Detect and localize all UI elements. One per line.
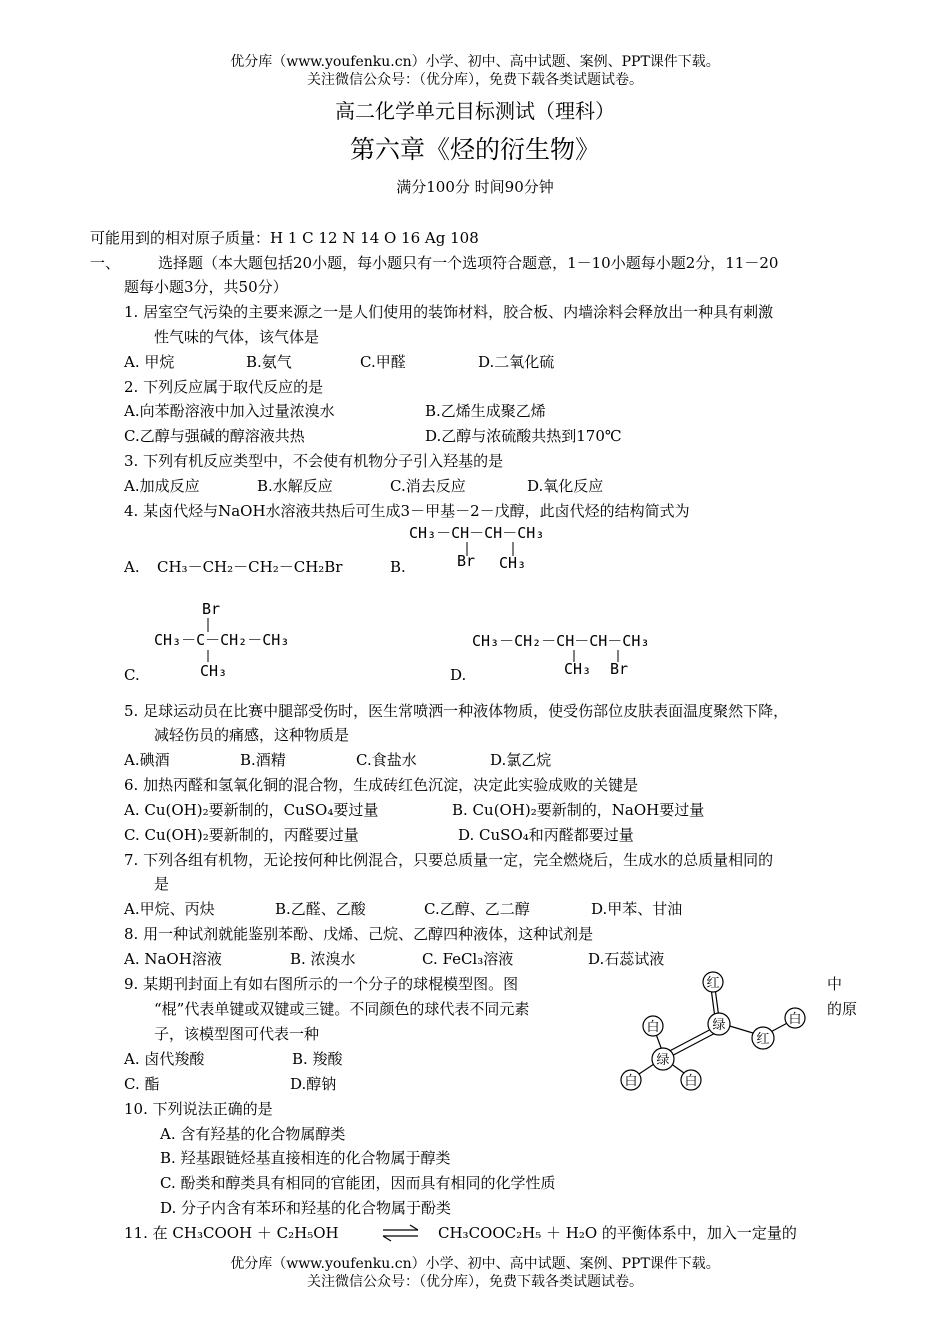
page-title: 高二化学单元目标测试（理科） — [335, 99, 615, 123]
atomic-mass-line: 可能用到的相对原子质量：H 1 C 12 N 14 O 16 Ag 108 — [90, 229, 479, 247]
q2-option-a: A.向苯酚溶液中加入过量浓溴水 — [124, 402, 335, 420]
section-instructions-2: 题每小题3分，共50分） — [124, 278, 288, 296]
q1-stem-2: 性气味的气体，该气体是 — [154, 328, 320, 346]
q10-option-d: D. 分子内含有苯环和羟基的化合物属于酚类 — [160, 1199, 452, 1217]
q6-option-a: A. Cu(OH)₂要新制的，CuSO₄要过量 — [124, 801, 379, 819]
q4-option-a: CH₃－CH₂－CH₂－CH₂Br — [157, 558, 343, 576]
equilibrium-arrow-icon — [380, 1224, 422, 1242]
q9-stem-2-end: 的原 — [827, 1000, 858, 1018]
q5-option-d: D.氯乙烷 — [490, 751, 552, 769]
q8-stem: 8. 用一种试剂就能鉴别苯酚、戊烯、己烷、乙醇四种液体，这种试剂是 — [124, 925, 594, 943]
q9-option-b: B. 羧酸 — [292, 1050, 343, 1068]
score-time: 满分100分 时间90分钟 — [396, 178, 554, 196]
q4-c-top-br: Br — [202, 600, 221, 618]
q10-option-b: B. 羟基跟链烃基直接相连的化合物属于醇类 — [160, 1149, 451, 1167]
ball-white-left: 白 — [646, 1020, 660, 1035]
q4-c-main-chain: CH₃－C－CH₂－CH₃ — [154, 631, 290, 649]
q3-stem: 3. 下列有机反应类型中，不会使有机物分子引入羟基的是 — [124, 452, 504, 470]
q9-option-c: C. 酯 — [124, 1075, 160, 1093]
section-instructions-1: 选择题（本大题包括20小题，每小题只有一个选项符合题意，1－10小题每小题2分，11－20 — [158, 254, 779, 272]
header-line-1: 优分库（www.youfenku.cn）小学、初中、高中试题、案例、PPT课件下载。 — [230, 54, 720, 70]
q5-option-a: A.碘酒 — [124, 751, 170, 769]
ball-red-right: 红 — [756, 1032, 770, 1047]
q4-b-sub-ch3: CH₃ — [499, 554, 527, 572]
q5-stem-2: 减轻伤员的痛感，这种物质是 — [154, 726, 350, 744]
q8-option-b: B. 浓溴水 — [290, 950, 356, 968]
chapter-title: 第六章《烃的衍生物》 — [349, 135, 600, 164]
q4-option-c-label: C. — [124, 666, 140, 684]
q4-b-main-chain: CH₃－CH－CH－CH₃ — [409, 524, 545, 542]
ball-red-top: 红 — [706, 976, 720, 991]
q10-stem: 10. 下列说法正确的是 — [124, 1100, 273, 1118]
q4-structure-b — [405, 520, 595, 575]
ball-white-bottom-right: 白 — [684, 1074, 698, 1089]
q7-stem-2: 是 — [154, 875, 170, 893]
q3-option-d: D.氧化反应 — [527, 477, 604, 495]
footer-line-1: 优分库（www.youfenku.cn）小学、初中、高中试题、案例、PPT课件下载。 — [230, 1256, 720, 1272]
ball-stick-model — [605, 968, 820, 1098]
q10-option-a: A. 含有羟基的化合物属醇类 — [160, 1125, 346, 1143]
header-line-2: 关注微信公众号：（优分库），免费下载各类试题试卷。 — [307, 72, 643, 88]
q10-option-c: C. 酚类和醇类具有相同的官能团，因而具有相同的化学性质 — [160, 1174, 556, 1192]
q4-d-sub-ch3: CH₃ — [564, 660, 592, 678]
q7-option-c: C.乙醇、乙二醇 — [424, 900, 530, 918]
q1-stem-1: 1. 居室空气污染的主要来源之一是人们使用的装饰材料，胶合板、内墙涂料会释放出一种具有刺激 — [124, 303, 774, 321]
q6-option-b: B. Cu(OH)₂要新制的，NaOH要过量 — [452, 801, 705, 819]
q8-option-d: D.石蕊试液 — [588, 950, 665, 968]
q4-option-a-label: A. — [124, 558, 140, 576]
q5-option-c: C.食盐水 — [356, 751, 417, 769]
q11-stem-part-1: 11. 在 CH₃COOH ＋ C₂H₅OH — [124, 1224, 339, 1242]
q7-stem-1: 7. 下列各组有机物，无论按何种比例混合，只要总质量一定，完全燃烧后，生成水的总质量相同的 — [124, 851, 774, 869]
ball-green-lower: 绿 — [656, 1053, 670, 1068]
q4-d-main-chain: CH₃－CH₂－CH－CH－CH₃ — [472, 632, 650, 650]
ball-white-right: 白 — [788, 1012, 802, 1027]
ball-white-bottom-left: 白 — [624, 1074, 638, 1089]
q1-option-d: D.二氧化硫 — [478, 353, 555, 371]
q2-stem: 2. 下列反应属于取代反应的是 — [124, 378, 324, 396]
q4-c-bottom-ch3: CH₃ — [200, 662, 228, 680]
q9-stem-3: 子，该模型图可代表一种 — [154, 1025, 320, 1043]
ball-green-upper: 绿 — [712, 1018, 726, 1033]
q4-b-sub-br: Br — [457, 552, 476, 570]
q4-structure-d — [470, 628, 710, 683]
q9-option-d: D.醇钠 — [290, 1075, 337, 1093]
q7-option-a: A.甲烷、丙炔 — [124, 900, 215, 918]
q11-stem-part-2: CH₃COOC₂H₅ ＋ H₂O 的平衡体系中，加入一定量的 — [438, 1224, 797, 1242]
q4-option-b-label: B. — [390, 558, 406, 576]
q5-option-b: B.酒精 — [240, 751, 286, 769]
q7-option-b: B.乙醛、乙酸 — [275, 900, 366, 918]
q1-option-c: C.甲醛 — [360, 353, 406, 371]
q8-option-a: A. NaOH溶液 — [124, 950, 222, 968]
q1-option-a: A. 甲烷 — [124, 353, 175, 371]
q2-option-c: C.乙醇与强碱的醇溶液共热 — [124, 427, 305, 445]
q4-stem: 4. 某卤代烃与NaOH水溶液共热后可生成3－甲基－2－戊醇，此卤代烃的结构简式为 — [124, 502, 690, 520]
q9-stem-2: “棍”代表单键或双键或三键。不同颜色的球代表不同元素 — [154, 1000, 530, 1018]
q8-option-c: C. FeCl₃溶液 — [422, 950, 514, 968]
q9-stem-1-end: 中 — [827, 975, 843, 993]
q5-stem-1: 5. 足球运动员在比赛中腿部受伤时，医生常喷洒一种液体物质，使受伤部位皮肤表面温度聚然下降， — [124, 702, 789, 720]
q3-option-a: A.加成反应 — [124, 477, 200, 495]
section-number: 一、 — [90, 254, 121, 272]
q7-option-d: D.甲苯、甘油 — [591, 900, 683, 918]
q9-stem-1: 9. 某期刊封面上有如右图所示的一个分子的球棍模型图。图 — [124, 975, 519, 993]
q6-option-c: C. Cu(OH)₂要新制的，丙醛要过量 — [124, 826, 359, 844]
q3-option-c: C.消去反应 — [390, 477, 466, 495]
q1-option-b: B.氨气 — [246, 353, 292, 371]
footer-line-2: 关注微信公众号：（优分库），免费下载各类试题试卷。 — [307, 1274, 643, 1290]
q2-option-d: D.乙醇与浓硫酸共热到170℃ — [425, 427, 622, 445]
q2-option-b: B.乙烯生成聚乙烯 — [425, 402, 546, 420]
q6-option-d: D. CuSO₄和丙醛都要过量 — [458, 826, 634, 844]
q6-stem: 6. 加热丙醛和氢氧化铜的混合物，生成砖红色沉淀，决定此实验成败的关键是 — [124, 776, 639, 794]
q4-structure-c — [150, 598, 340, 682]
q4-d-sub-br: Br — [610, 660, 629, 678]
q4-option-d-label: D. — [450, 666, 467, 684]
q9-option-a: A. 卤代羧酸 — [124, 1050, 205, 1068]
q3-option-b: B.水解反应 — [257, 477, 333, 495]
